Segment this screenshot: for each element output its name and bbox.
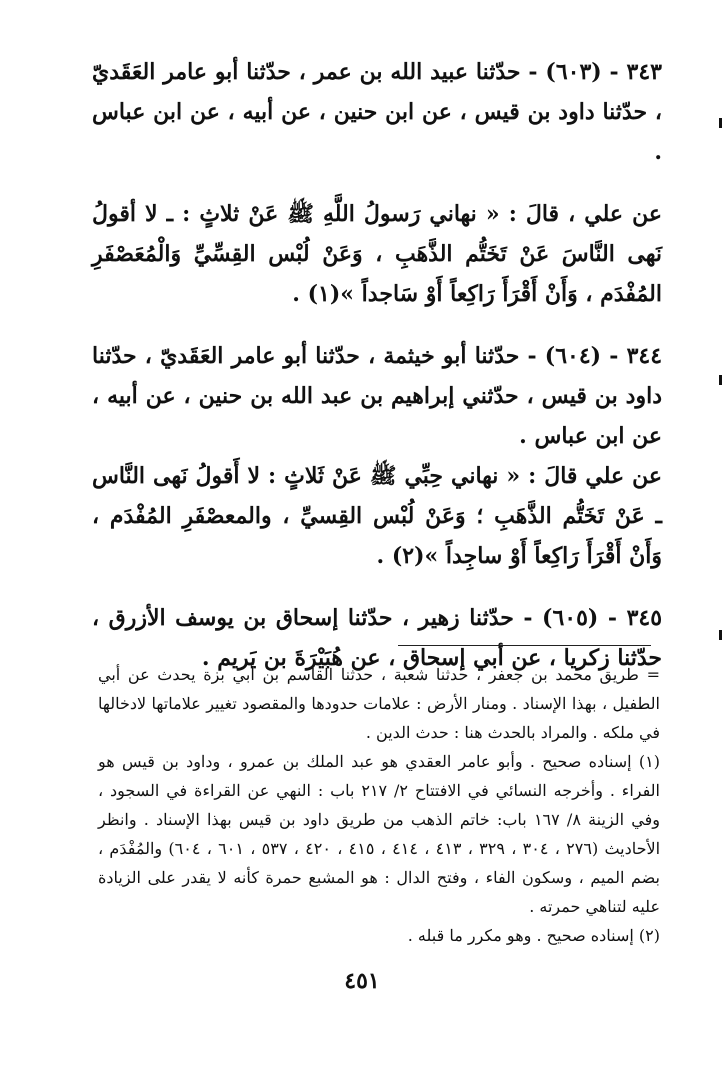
footnote-divider xyxy=(398,645,651,646)
hadith-343-matn: عن علي ، قالَ : « نهاني رَسولُ اللَّهِ ﷺ عَنْ ثلاثٍ : ـ لا أقولُ نَهى النَّاسَ عَنْ تَخَتُّم الذَّهَبِ ، وَعَنْ لُبْس القِسِّيِّ وَالْمُعَصْفَرِ المُفْدَم ، وَأَنْ أَقْرَأَ رَاكِعاً أَوْ سَاجداً »(١) . xyxy=(92,201,662,307)
footnote-continuation: = طريق محمد بن جعفر ، حدثنا شعبة ، حدثنا القاسم بن أبي بزة يحدث عن أبي الطفيل ، بهذا الإسناد . ومنار الأرض : علامات حدودها والمقصود تغيير علاماتها لادخالها في ملكه . والمراد بالحدث هنا : حدث الدين . xyxy=(98,665,660,742)
hadith-344-isnad: ٣٤٤ - (٦٠٤) - حدّثنا أبو خيثمة ، حدّثنا أبو عامر العَقَديّ ، حدّثنا داود بن قيس ، حدّثني إبراهيم بن عبد الله بن حنين ، عن أبيه ، عن ابن عباس . xyxy=(92,343,663,449)
footnotes xyxy=(98,660,660,950)
main-text xyxy=(92,52,662,678)
hadith-343-isnad: ٣٤٣ - (٦٠٣) - حدّثنا عبيد الله بن عمر ، حدّثنا أبو عامر العَقَديّ ، حدّثنا داود بن قيس ، عن ابن حنين ، عن أبيه ، عن ابن عباس . xyxy=(92,59,662,165)
margin-mark xyxy=(719,375,722,385)
page-number: ٤٥١ xyxy=(344,968,380,994)
footnote-1: (١) إسناده صحيح . وأبو عامر العقدي هو عبد الملك بن عمرو ، وداود بن قيس هو الفراء . وأخرجه النسائي في الافتتاح ٢/ ٢١٧ باب : النهي عن القراءة في السجود ، وفي الزينة ٨/ ١٦٧ باب: خاتم الذهب من طريق داود بن قيس بهذا الإسناد . وانظر الأحاديث (٢٧٦ ، ٣٠٤ ، ٣٢٩ ، ٤١٣ ، ٤١٤ ، ٤١٥ ، ٤٢٠ ، ٥٣٧ ، ٦٠١ ، ٦٠٤) والمُفْدَم ، بضم الميم ، وسكون الفاء ، وفتح الدال : هو المشبع حمرة كأنه لا يقدر على الزيادة عليه لتناهي حمرته . xyxy=(98,752,661,916)
margin-mark xyxy=(719,118,722,128)
footnote-2: (٢) إسناده صحيح . وهو مكرر ما قبله . xyxy=(407,926,660,945)
hadith-345-isnad: ٣٤٥ - (٦٠٥) - حدّثنا زهير ، حدّثنا إسحاق بن يوسف الأزرق ، حدّثنا زكريا ، عن أبي إسحاق ، عن هُبَيْرَةَ بن يَريم . xyxy=(92,605,663,671)
margin-mark xyxy=(719,630,722,640)
hadith-344-matn: عن علي قالَ : « نهاني حِبِّي ﷺ عَنْ ثَلاثٍ : لا أَقولُ نَهى النَّاس ـ عَنْ تَخَتُّم الذَّهَبِ ؛ وَعَنْ لُبْس القِسيِّ ، والمعصْفَرِ المُفْدَم ، وَأَنْ أَقْرَأَ رَاكِعاً أَوْ ساجِداً »(٢) . xyxy=(92,463,662,569)
